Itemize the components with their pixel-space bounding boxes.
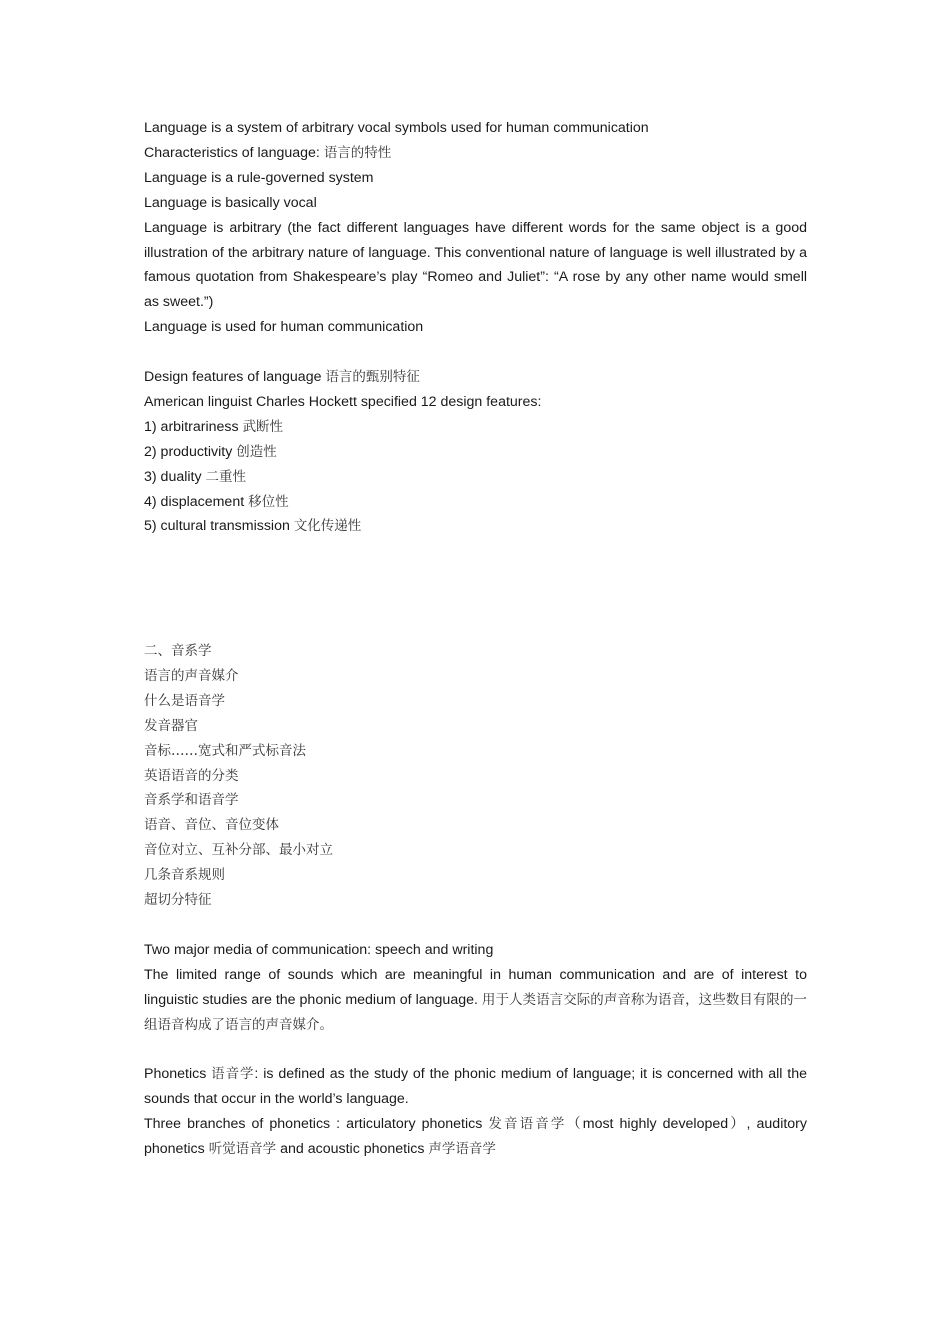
feature-item: 1) arbitrariness 武断性 — [144, 418, 284, 435]
language-definition: Language is a system of arbitrary vocal symbols used for human communication — [144, 120, 649, 136]
spacer — [144, 539, 807, 614]
topic-item: 音系学和语音学 — [144, 792, 239, 809]
hockett-line: American linguist Charles Hockett specified 12 design features: — [144, 393, 542, 410]
topic-item: 音位对立、互补分部、最小对立 — [144, 842, 333, 859]
two-media-line: Two major media of communication: speech and writing — [144, 941, 494, 958]
spacer — [144, 913, 807, 938]
characteristics-heading: Characteristics of language: 语言的特性 — [144, 144, 392, 161]
topic-item: 几条音系规则 — [144, 867, 225, 884]
feature-item: 2) productivity 创造性 — [144, 443, 277, 460]
rule-governed-line: Language is a rule-governed system — [144, 169, 374, 186]
topic-item: 语音、音位、音位变体 — [144, 817, 279, 834]
topic-item: 语言的声音媒介 — [144, 667, 239, 684]
topic-item: 发音器官 — [144, 717, 198, 734]
topic-item: 超切分特征 — [144, 892, 212, 909]
topic-item: 什么是语音学 — [144, 692, 225, 709]
spacer — [144, 340, 807, 365]
phonetics-definition: Phonetics 语音学: is defined as the study of the phonic medium of language; it is concerned with all the sounds that occur in the world’s language. — [144, 1066, 808, 1108]
human-communication-line: Language is used for human communication — [144, 319, 424, 336]
feature-item: 3) duality 二重性 — [144, 468, 247, 485]
document-page — [144, 116, 807, 1162]
section2-heading: 二、音系学 — [144, 642, 212, 659]
phonetics-branches: Three branches of phonetics : articulatory phonetics 发音语音学（most highly developed）, auditory phonetics 听觉语音学 and acoustic phonetics 声学语音学 — [144, 1116, 808, 1158]
design-features-heading: Design features of language 语言的甄别特征 — [144, 369, 420, 386]
phonic-medium-paragraph: The limited range of sounds which are meaningful in human communication and are of interest to linguistic studies are the phonic medium of language. 用于人类语言交际的声音称为语音，这些数目有限的一组语音构成了语言的声音媒介。 — [144, 966, 807, 1033]
feature-item: 4) displacement 移位性 — [144, 493, 289, 510]
vocal-line: Language is basically vocal — [144, 194, 317, 211]
spacer — [144, 1037, 807, 1062]
topic-item: 英语语音的分类 — [144, 767, 239, 784]
spacer — [144, 614, 807, 639]
arbitrary-paragraph: Language is arbitrary (the fact different languages have different words for the same object is a good illustration of the arbitrary nature of language. This conventional nature of language is well illustrated by a famous quotation from Shakespeare’s play “Romeo and Juliet”: “A rose by any other name would smell as sweet.”) — [144, 219, 807, 311]
feature-item: 5) cultural transmission 文化传递性 — [144, 518, 362, 535]
topic-item: 音标……宽式和严式标音法 — [144, 742, 306, 759]
